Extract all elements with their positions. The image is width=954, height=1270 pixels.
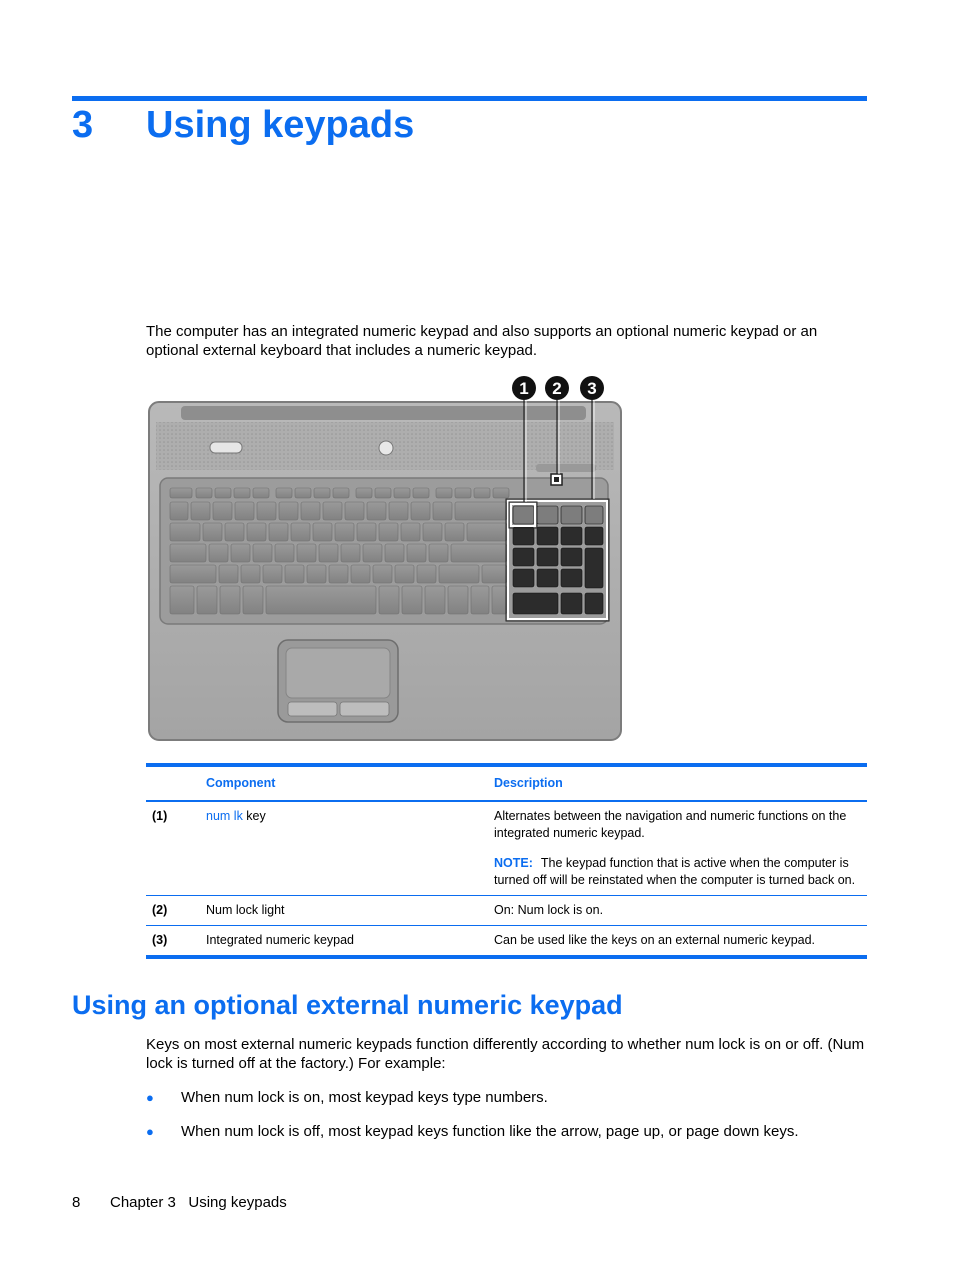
table-row <box>146 896 867 926</box>
row-description: Can be used like the keys on an external numeric keypad. <box>494 933 816 947</box>
media-button <box>379 441 393 455</box>
row-component: Integrated numeric keypad <box>206 933 355 947</box>
list-item <box>146 1088 870 1107</box>
touchpad <box>286 648 390 698</box>
section-paragraph: Keys on most external numeric keypads function differently according to whether num lock is on or off. (Num lock is turned off at the factory.) For example: <box>146 1036 865 1072</box>
bullet-list <box>146 1088 870 1156</box>
row-description: On: Num lock is on. <box>488 896 867 926</box>
table-row <box>146 801 867 896</box>
keyboard-figure <box>146 372 626 744</box>
row-component <box>200 801 488 896</box>
callout-1 <box>512 376 536 400</box>
indicator-strip <box>536 464 596 472</box>
row-component: Num lock light <box>200 896 488 926</box>
table-header-row <box>146 765 867 801</box>
row-index: (2) <box>146 896 200 926</box>
touchpad-left-button <box>288 702 337 716</box>
list-item-text: When num lock is on, most keypad keys type numbers. <box>181 1089 548 1106</box>
row-description <box>488 801 867 896</box>
callout-2-label: 2 <box>552 379 562 398</box>
integrated-numeric-keypad <box>513 506 603 614</box>
list-item <box>146 1122 870 1141</box>
bullet-icon: ● <box>146 1124 154 1139</box>
row-description-text: Alternates between the navigation and numeric functions on the integrated numeric keypad. <box>494 809 847 840</box>
page-footer <box>72 1193 287 1212</box>
power-button <box>210 442 242 453</box>
num-lk-link[interactable]: num lk <box>206 809 243 823</box>
bullet-icon: ● <box>146 1090 154 1105</box>
note-text: The keypad function that is active when the computer is turned off will be reinstated when the computer is turned back on. <box>494 856 856 887</box>
callout-2 <box>545 376 569 400</box>
page-number: 8 <box>72 1194 81 1211</box>
footer-chapter-label: Chapter 3 <box>110 1194 176 1211</box>
chapter-number: 3 <box>72 104 94 146</box>
footer-chapter-title: Using keypads <box>188 1194 287 1211</box>
chapter-heading <box>72 102 414 148</box>
callout-1-label: 1 <box>519 379 529 398</box>
touchpad-right-button <box>340 702 389 716</box>
component-table <box>146 763 867 959</box>
callout-3-label: 3 <box>587 379 597 398</box>
table-row <box>146 926 867 958</box>
header-index <box>146 765 200 801</box>
row-index: (1) <box>146 801 200 896</box>
note-label: NOTE: <box>494 856 533 870</box>
list-item-text: When num lock is off, most keypad keys function like the arrow, page up, or page down keys. <box>181 1123 799 1140</box>
chapter-title: Using keypads <box>146 104 415 146</box>
row-component-suffix: key <box>242 809 266 823</box>
callout-3 <box>580 376 604 400</box>
header-description: Description <box>488 765 867 801</box>
row-index: (3) <box>152 933 168 947</box>
intro-paragraph: The computer has an integrated numeric keypad and also supports an optional numeric keypad or an optional external keyboard that includes a numeric keypad. <box>146 323 818 359</box>
header-component: Component <box>200 765 488 801</box>
hinge <box>181 406 586 420</box>
section-heading: Using an optional external numeric keypad <box>72 990 623 1020</box>
chapter-top-rule <box>72 96 867 101</box>
row-note <box>494 855 861 889</box>
